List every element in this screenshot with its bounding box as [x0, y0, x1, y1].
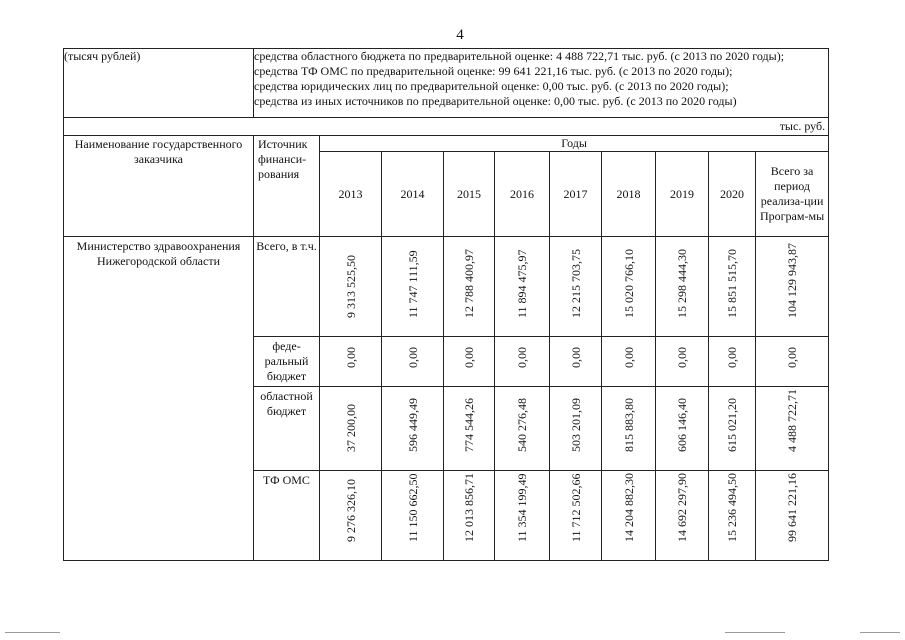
value-total-cell: [756, 237, 829, 337]
value-total: 99 641 221,16: [785, 473, 800, 542]
value-2019-cell: [656, 337, 709, 387]
header-source: Источник финанси-рования: [254, 136, 320, 237]
value-2017-cell: [550, 237, 602, 337]
data-body: [64, 237, 829, 561]
financing-line-tfoms: средства ТФ ОМС по предварительной оценке: 99 641 221,16 тыс. руб. (с 2013 по 2020 годы);: [254, 64, 733, 78]
value-2017: 503 201,09: [568, 398, 583, 452]
value-total: 104 129 943,87: [785, 243, 800, 318]
source-label: феде-ральный бюджет: [254, 337, 320, 387]
financing-volume-text: [254, 49, 829, 118]
header-years-group: Годы: [320, 136, 829, 152]
financing-line-regional: средства областного бюджета по предварительной оценке: 4 488 722,71 тыс. руб. (с 2013 по 2020 годы);: [254, 49, 785, 63]
value-2018: 815 883,80: [621, 398, 636, 452]
value-2016: 11 354 199,49: [515, 473, 529, 542]
value-2018: 15 020 766,10: [621, 249, 636, 318]
value-2015: 12 788 400,97: [462, 249, 476, 318]
value-2016-cell: [495, 471, 550, 561]
header-year-2020: 2020: [709, 152, 756, 237]
value-2015-cell: [444, 337, 495, 387]
value-2019: 15 298 444,30: [675, 249, 689, 318]
value-2016: 540 276,48: [515, 398, 529, 452]
financing-line-other: средства из иных источников по предварительной оценке: 0,00 тыс. руб. (с 2013 по 2020 годы): [254, 94, 737, 108]
source-label: ТФ ОМС: [254, 471, 320, 561]
financing-volume-row: [64, 49, 829, 118]
value-2013: 0,00: [343, 347, 358, 368]
value-2014-cell: [382, 237, 444, 337]
header-year-2019: 2019: [656, 152, 709, 237]
header-row-1: [64, 136, 829, 152]
value-2019: 14 692 297,90: [675, 473, 689, 542]
source-label: Всего, в т.ч.: [254, 237, 320, 337]
header-year-2017: 2017: [550, 152, 602, 237]
value-2020-cell: [709, 337, 756, 387]
value-2013: 9 276 326,10: [343, 479, 358, 542]
value-2019-cell: [656, 387, 709, 471]
value-2018-cell: [602, 337, 656, 387]
value-2020: 615 021,20: [725, 398, 739, 452]
value-2015-cell: [444, 387, 495, 471]
units-row: [64, 118, 829, 136]
table-row-total: [64, 237, 829, 337]
value-2017: 11 712 502,66: [568, 473, 583, 542]
value-2015: 774 544,26: [462, 398, 476, 452]
value-2017: 12 215 703,75: [568, 249, 583, 318]
value-2014: 0,00: [405, 347, 420, 368]
value-2017-cell: [550, 387, 602, 471]
value-2020-cell: [709, 471, 756, 561]
value-2016-cell: [495, 387, 550, 471]
value-2019-cell: [656, 471, 709, 561]
value-2014-cell: [382, 471, 444, 561]
value-2014: 11 150 662,50: [405, 473, 420, 542]
financing-volume-label: (тысяч рублей): [64, 49, 254, 118]
value-2018-cell: [602, 387, 656, 471]
value-2014: 596 449,49: [405, 398, 420, 452]
financing-line-legal: средства юридических лиц по предварительной оценке: 0,00 тыс. руб. (с 2013 по 2020 годы);: [254, 79, 729, 93]
value-2013: 37 200,00: [343, 404, 358, 452]
value-2014: 11 747 111,59: [405, 250, 420, 318]
value-2018: 0,00: [621, 347, 636, 368]
value-total: 4 488 722,71: [785, 389, 800, 452]
value-2018-cell: [602, 237, 656, 337]
value-total-cell: [756, 471, 829, 561]
value-2013-cell: [320, 337, 382, 387]
value-2014-cell: [382, 387, 444, 471]
page-number: 4: [456, 27, 464, 43]
value-2015-cell: [444, 237, 495, 337]
value-total-cell: [756, 387, 829, 471]
value-2017: 0,00: [568, 347, 583, 368]
source-label: областной бюджет: [254, 387, 320, 471]
value-total-cell: [756, 337, 829, 387]
customer-name: Министерство здравоохранения Нижегородской области: [64, 237, 254, 561]
units-label: тыс. руб.: [64, 118, 829, 136]
footer-rule-left: [5, 632, 60, 633]
value-2016-cell: [495, 337, 550, 387]
value-2020: 15 236 494,50: [725, 473, 739, 542]
value-2014-cell: [382, 337, 444, 387]
value-2013-cell: [320, 471, 382, 561]
header-year-2013: 2013: [320, 152, 382, 237]
value-2013: 9 313 525,50: [343, 255, 358, 318]
value-2020-cell: [709, 237, 756, 337]
footer-rule-mid: [725, 632, 785, 633]
value-2018-cell: [602, 471, 656, 561]
value-2017-cell: [550, 337, 602, 387]
value-2013-cell: [320, 237, 382, 337]
header-year-2014: 2014: [382, 152, 444, 237]
value-total: 0,00: [785, 347, 800, 368]
header-year-2016: 2016: [495, 152, 550, 237]
value-2020-cell: [709, 387, 756, 471]
value-2019: 606 146,40: [675, 398, 689, 452]
value-2017-cell: [550, 471, 602, 561]
header-year-2015: 2015: [444, 152, 495, 237]
header-year-2018: 2018: [602, 152, 656, 237]
value-2016: 11 894 475,97: [515, 249, 529, 318]
value-2019-cell: [656, 237, 709, 337]
value-2020: 15 851 515,70: [725, 249, 739, 318]
value-2015: 12 013 856,71: [462, 473, 476, 542]
footer-rule-right: [860, 632, 900, 633]
value-2015-cell: [444, 471, 495, 561]
value-2015: 0,00: [462, 347, 476, 368]
value-2013-cell: [320, 387, 382, 471]
budget-table: [63, 48, 829, 561]
value-2016: 0,00: [515, 347, 529, 368]
header-customer: Наименование государственного заказчика: [64, 136, 254, 237]
value-2018: 14 204 882,30: [621, 473, 636, 542]
value-2020: 0,00: [725, 347, 739, 368]
value-2016-cell: [495, 237, 550, 337]
header-total: Всего за период реализа-ции Програм-мы: [756, 152, 829, 237]
value-2019: 0,00: [675, 347, 689, 368]
